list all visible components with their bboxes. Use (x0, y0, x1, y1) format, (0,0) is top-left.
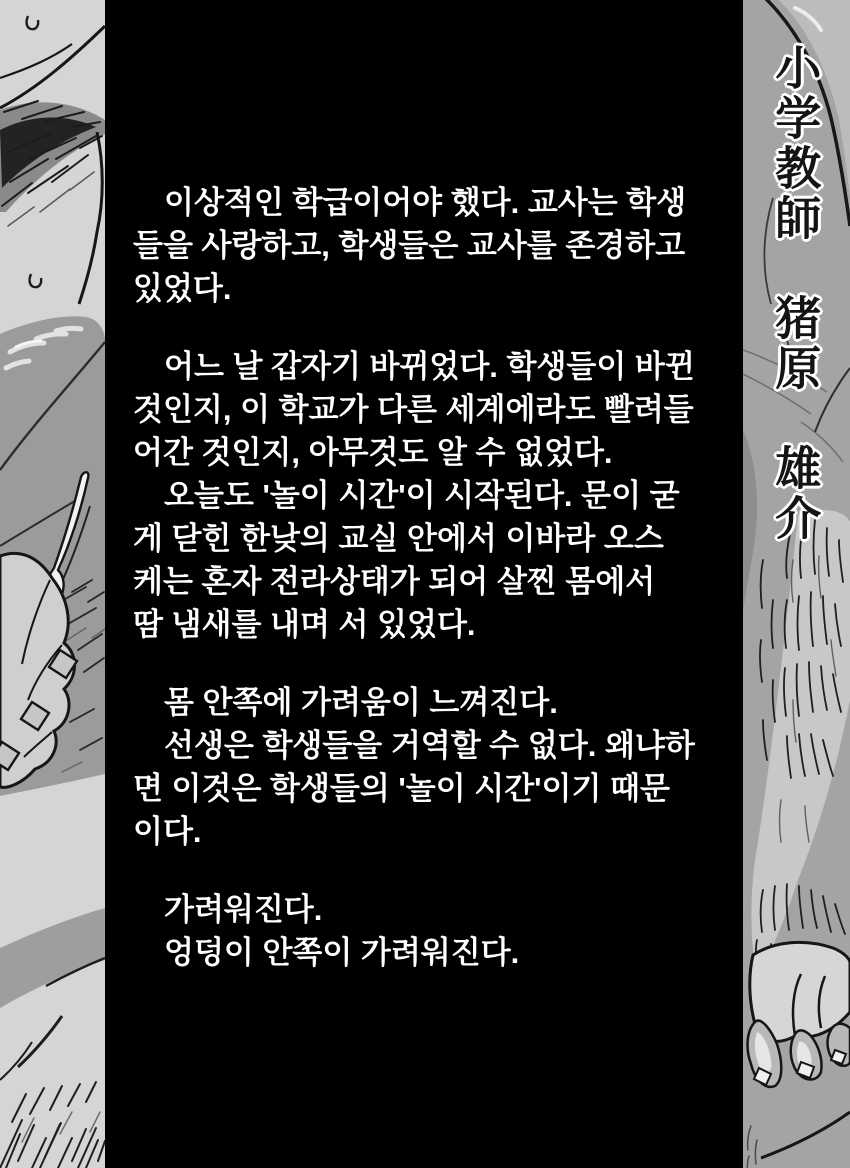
text-line: 면 이것은 학생들의 '놀이 시간'이기 때문 (133, 771, 670, 806)
text-line: 어느 날 갑자기 바뀌었다. 학생들이 바뀐 (133, 349, 695, 384)
text-line: 선생은 학생들을 거역할 수 없다. 왜냐하 (133, 728, 695, 763)
paragraph (133, 888, 735, 974)
vertical-title: 小学教師 猪原 雄介 (769, 44, 821, 544)
text-line: 것인지, 이 학교가 다른 세계에라도 빨려들 (133, 392, 694, 427)
text-line: 몸 안쪽에 가려움이 느껴진다. (133, 685, 558, 720)
text-line: 들을 사랑하고, 학생들은 교사를 존경하고 (133, 228, 686, 263)
text-line: 오늘도 '놀이 시간'이 시작된다. 문이 굳 (133, 478, 680, 513)
text-line: 어간 것인지, 아무것도 알 수 없었다. (133, 435, 613, 470)
text-line: 있었다. (133, 271, 232, 306)
right-artwork-panel (743, 0, 850, 1168)
text-line: 엉덩이 안쪽이 가려워진다. (133, 935, 520, 970)
left-artwork-panel (0, 0, 105, 1168)
text-line: 땀 냄새를 내며 서 있었다. (133, 607, 476, 642)
text-line: 가려워진다. (133, 892, 323, 927)
paragraph (133, 681, 735, 853)
text-line: 이상적인 학급이어야 했다. 교사는 학생 (133, 185, 687, 220)
paragraph (133, 181, 735, 310)
left-artwork-illustration (0, 0, 105, 1168)
paragraph (133, 345, 735, 646)
text-line: 케는 혼자 전라상태가 되어 살찐 몸에서 (133, 564, 656, 599)
story-text-area (105, 0, 743, 1168)
text-line: 이다. (133, 814, 202, 849)
text-line: 게 닫힌 한낮의 교실 안에서 이바라 오스 (133, 521, 664, 556)
